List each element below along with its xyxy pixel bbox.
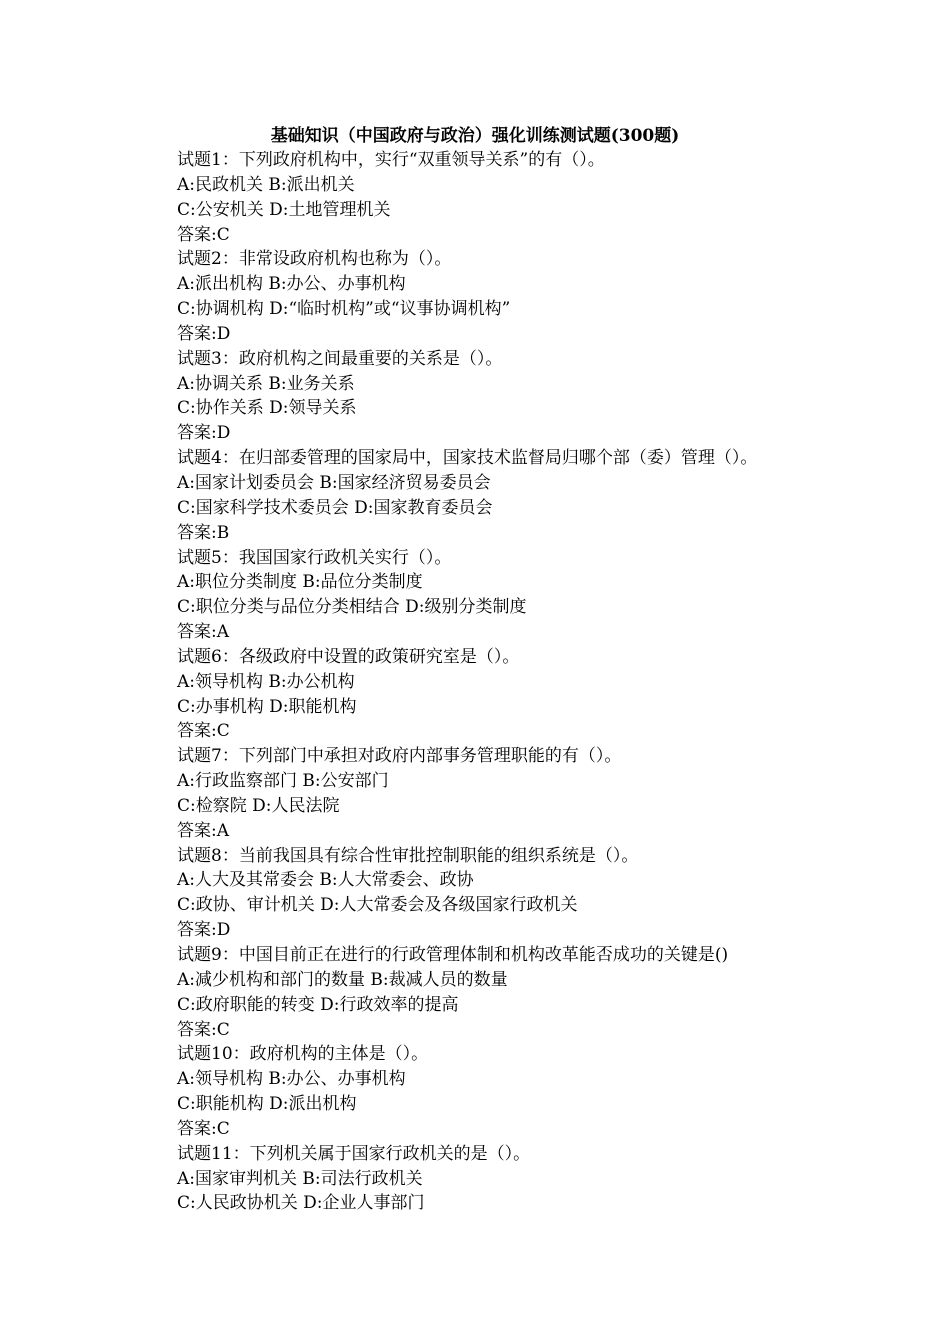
question-text: 试题8：当前我国具有综合性审批控制职能的组织系统是（）。 bbox=[177, 845, 639, 866]
question-block bbox=[177, 148, 837, 247]
options-c-d: C:协作关系 D:领导关系 bbox=[177, 398, 357, 419]
question-text: 试题3：政府机构之间最重要的关系是（）。 bbox=[177, 348, 503, 369]
answer-text: 答案:C bbox=[177, 1019, 230, 1040]
question-block bbox=[177, 446, 837, 545]
document-title: 基础知识（中国政府与政治）强化训练测试题(300题) bbox=[270, 126, 680, 146]
options-c-d: C:公安机关 D:土地管理机关 bbox=[177, 199, 391, 220]
options-a-b: A:减少机构和部门的数量 B:裁减人员的数量 bbox=[177, 969, 508, 990]
options-c-d: C:政府职能的转变 D:行政效率的提高 bbox=[177, 994, 459, 1015]
options-c-d: C:协调机构 D:“临时机构”或“议事协调机构” bbox=[177, 299, 511, 320]
answer-text: 答案:D bbox=[177, 920, 231, 941]
options-a-b: A:行政监察部门 B:公安部门 bbox=[177, 771, 389, 792]
options-a-b: A:领导机构 B:办公机构 bbox=[177, 671, 355, 692]
question-block bbox=[177, 347, 837, 446]
answer-text: 答案:C bbox=[177, 1118, 230, 1139]
answer-text: 答案:C bbox=[177, 224, 230, 245]
answer-text: 答案:C bbox=[177, 721, 230, 742]
options-a-b: A:人大及其常委会 B:人大常委会、政协 bbox=[177, 870, 474, 891]
question-block bbox=[177, 744, 837, 843]
question-block bbox=[177, 844, 837, 943]
answer-text: 答案:B bbox=[177, 522, 230, 543]
options-a-b: A:国家计划委员会 B:国家经济贸易委员会 bbox=[177, 472, 491, 493]
question-text: 试题2：非常设政府机构也称为（）。 bbox=[177, 249, 452, 270]
question-text: 试题7：下列部门中承担对政府内部事务管理职能的有（）。 bbox=[177, 746, 622, 767]
question-text: 试题1：下列政府机构中，实行“双重领导关系”的有（）。 bbox=[177, 150, 605, 170]
question-block bbox=[177, 943, 837, 1042]
question-block bbox=[177, 1142, 837, 1217]
options-a-b: A:协调关系 B:业务关系 bbox=[177, 373, 355, 394]
question-text: 试题5：我国国家行政机关实行（）。 bbox=[177, 547, 452, 568]
options-c-d: C:国家科学技术委员会 D:国家教育委员会 bbox=[177, 497, 493, 518]
options-c-d: C:职位分类与品位分类相结合 D:级别分类制度 bbox=[177, 597, 527, 618]
options-a-b: A:职位分类制度 B:品位分类制度 bbox=[177, 572, 423, 593]
answer-text: 答案:D bbox=[177, 323, 231, 344]
question-text: 试题4：在归部委管理的国家局中，国家技术监督局归哪个部（委）管理（）。 bbox=[177, 448, 758, 469]
options-c-d: C:职能机构 D:派出机构 bbox=[177, 1094, 357, 1115]
options-c-d: C:检察院 D:人民法院 bbox=[177, 795, 340, 816]
answer-text: 答案:A bbox=[177, 820, 230, 841]
question-block bbox=[177, 645, 837, 744]
options-c-d: C:人民政协机关 D:企业人事部门 bbox=[177, 1193, 425, 1214]
question-list bbox=[177, 148, 837, 1216]
options-a-b: A:派出机构 B:办公、办事机构 bbox=[177, 274, 406, 295]
question-block bbox=[177, 247, 837, 346]
question-text: 试题10：政府机构的主体是（）。 bbox=[177, 1044, 429, 1065]
options-a-b: A:民政机关 B:派出机关 bbox=[177, 174, 355, 195]
answer-text: 答案:D bbox=[177, 423, 231, 444]
question-block bbox=[177, 546, 837, 645]
options-a-b: A:国家审判机关 B:司法行政机关 bbox=[177, 1168, 423, 1189]
question-block bbox=[177, 1042, 837, 1141]
question-text: 试题11：下列机关属于国家行政机关的是（）。 bbox=[177, 1143, 531, 1164]
question-text: 试题9：中国目前正在进行的行政管理体制和机构改革能否成功的关键是() bbox=[177, 945, 729, 965]
question-text: 试题6：各级政府中设置的政策研究室是（）。 bbox=[177, 646, 520, 667]
options-c-d: C:办事机构 D:职能机构 bbox=[177, 696, 357, 717]
options-a-b: A:领导机构 B:办公、办事机构 bbox=[177, 1069, 406, 1090]
options-c-d: C:政协、审计机关 D:人大常委会及各级国家行政机关 bbox=[177, 895, 578, 916]
answer-text: 答案:A bbox=[177, 622, 230, 643]
